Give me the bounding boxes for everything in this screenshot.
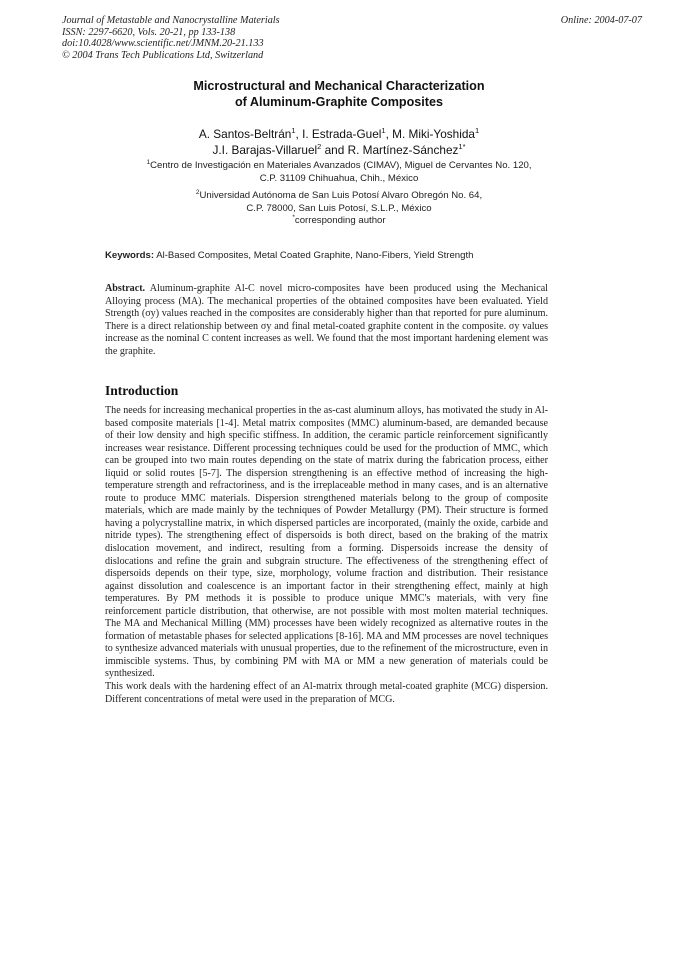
author-separator: , (385, 127, 393, 141)
doi-line[interactable]: doi:10.4028/www.scientific.net/JMNM.20-21.133 (62, 38, 264, 50)
affiliation-mark: 2 (195, 189, 200, 196)
corresponding-mark: * (292, 214, 295, 222)
affiliation-1-line-2: C.P. 31109 Chihuahua, Chih., México (259, 172, 419, 184)
author-list (0, 126, 678, 158)
abstract-paragraph (105, 283, 548, 359)
introduction-paragraph-2: This work deals with the hardening effect of an Al-matrix through metal-coated graphite (MCG) dispersion. Different concentrations of metal were used in the preparation of MCG. (105, 681, 548, 705)
affiliation-1 (0, 160, 678, 185)
author-name: R. Martínez-Sánchez (347, 143, 459, 157)
author-name: I. Estrada-Guel (302, 127, 382, 141)
title-line-2: of Aluminum-Graphite Composites (234, 94, 444, 109)
issn-line: ISSN: 2297-6620, Vols. 20-21, pp 133-138 (62, 26, 236, 38)
author-affiliation-mark: 1 (474, 126, 480, 135)
affiliation-2 (0, 190, 678, 228)
journal-name: Journal of Metastable and Nanocrystalline Materials (62, 15, 280, 26)
affiliation-text: Universidad Autónoma de San Luis Potosí Alvaro Obregón No. 64, (199, 190, 483, 201)
title-line-1: Microstructural and Mechanical Characterization (193, 79, 485, 93)
paper-title (0, 79, 678, 110)
introduction-paragraph-1: The needs for increasing mechanical properties in the as-cast aluminum alloys, has motivated the study in Al-based composite materials [1-4]. Metal matrix composites (MMC) aluminum-based, are demanded because of their low density and high specific stiffness. In addition, the ceramic particle reinforcement significantly increases wear resistance. Different processing techniques could be used for the production of MMC, which can be grouped into two main routes depending on the state of matrix during the fabrication process, either liquid or solid routes [5-7]. The dispersion strengthening is an effective method of increasing the high-temperature strength and refractoriness, and is the irreplaceable method in many cases, and is an alternative route to produce MMC materials. Dispersion strengthened materials belong to the group of composite materials, which are made mainly by the techniques of Powder Metallurgy (PM). Their structure is formed having a polycrystalline matrix, in which dispersed particles are incorporated, (mainly the oxide, carbide and nitride types). The strengthening effect of dispersoids is both direct, based on the braking of the matrix dislocation movement, and indirect, resulting from a forming. Dispersoids increase the density of dislocations and refine the grain and subgrain structure. The effectiveness of the strengthening effect of dispersoids depends on their type, size, morphology, volume fraction and distribution. Their resistance against dissolution and coalescence is an important factor in their strengthening effect, mainly at high temperatures. By PM methods it is possible to produce unique MMC's materials, with very fine reinforcement particle distribution, that otherwise, are not possible with most molten material techniques. The MA and Mechanical Milling (MM) processes have been widely recognized as alternative routes in the formation of metastable phases for selected applications [8-16]. MA and MM processes are novel techniques to synthesize advanced materials with unusual properties, due to the refinement of the microstructure, even in immiscible systems. Thus, by combining PM with MA or MM a new generation of materials could be synthesized. (105, 405, 548, 680)
author-separator: , (295, 127, 303, 141)
affiliation-mark: 1 (146, 159, 151, 166)
affiliation-2-line-2: C.P. 78000, San Luis Potosí, S.L.P., México (246, 202, 432, 214)
affiliation-2-line-1 (0, 190, 678, 203)
affiliation-text: Centro de Investigación en Materiales Avanzados (CIMAV), Miguel de Cervantes No. 120, (150, 160, 532, 171)
affiliation-1-line-1 (0, 160, 678, 173)
author-affiliation-mark: 2 (317, 142, 322, 151)
author-line-2 (0, 142, 678, 158)
abstract-label: Abstract. (105, 283, 146, 294)
author-name: A. Santos-Beltrán (198, 127, 292, 141)
author-affiliation-mark: 1 (291, 126, 296, 135)
author-affiliation-mark: 1* (458, 142, 466, 151)
author-name: J.I. Barajas-Villaruel (212, 143, 318, 157)
introduction-body (105, 405, 548, 706)
abstract-text: Aluminum-graphite Al-C novel micro-composites have been produced using the Mechanical Alloying process (MA). The mechanical properties of the obtained composites have been evaluated. Yield Strength (σy) values reached in the composites are considerably higher than that reported for pure aluminum. There is a direct relationship between σy and final metal-coated graphite content in the composite. σy values increase as the nominal C content increases as well. We found that the most important hardening element was the graphite. (105, 283, 548, 357)
corresponding-text: corresponding author (294, 215, 386, 227)
introduction-heading: Introduction (105, 383, 179, 398)
online-date: Online: 2004-07-07 (560, 15, 642, 26)
keywords-line (105, 250, 575, 261)
author-separator: and (321, 143, 348, 157)
keywords-text: Al-Based Composites, Metal Coated Graphite, Nano-Fibers, Yield Strength (156, 250, 474, 261)
author-name: M. Miki-Yoshida (392, 127, 475, 141)
journal-header (62, 15, 280, 61)
author-line-1 (0, 126, 678, 142)
corresponding-author-note (0, 215, 678, 228)
keywords-label: Keywords: (105, 250, 155, 261)
author-affiliation-mark: 1 (381, 126, 386, 135)
copyright-line: © 2004 Trans Tech Publications Ltd, Switzerland (62, 49, 264, 61)
